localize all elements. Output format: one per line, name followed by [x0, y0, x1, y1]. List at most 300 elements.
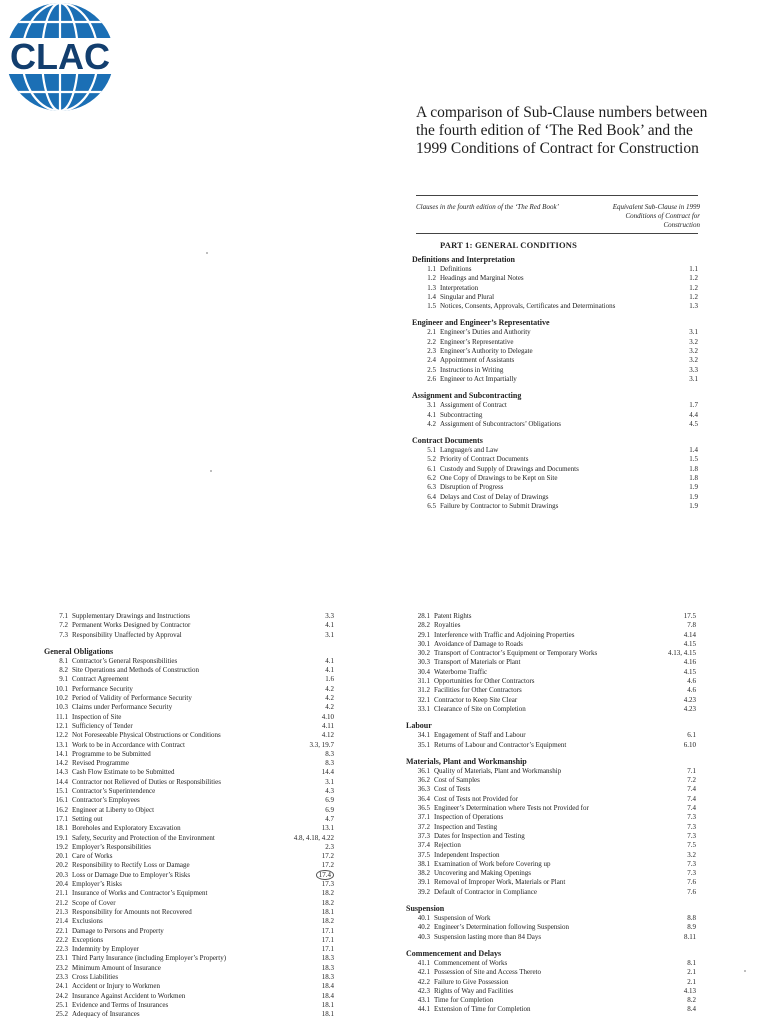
clause-row: [412, 446, 698, 455]
equivalent-subclause: [683, 996, 696, 1005]
subclause-value: 3.3: [325, 612, 334, 620]
clause-column-right: [406, 612, 696, 1015]
subclause-value: 1.8: [689, 464, 698, 473]
equivalent-subclause: [683, 888, 696, 897]
clause-row: [44, 982, 334, 991]
clause-row: [406, 640, 696, 649]
clause-title: Dates for Inspection and Testing: [434, 831, 525, 840]
subclause-value: 3.2: [687, 850, 696, 859]
clause-title: Failure by Contractor to Submit Drawings: [440, 501, 559, 510]
clause-number: 40.2: [417, 923, 430, 932]
clause-title: Inspection and Testing: [434, 822, 498, 831]
clause-number: 29.1: [417, 630, 430, 639]
equivalent-subclause: [683, 968, 696, 977]
clause-number: 20.2: [55, 861, 68, 870]
clause-number: 42.3: [417, 986, 430, 995]
clause-title: Engineer to Act Impartially: [440, 374, 517, 383]
equivalent-subclause: [685, 474, 698, 483]
clause-number: 36.5: [417, 804, 430, 813]
clause-number: 18.1: [55, 824, 68, 833]
equivalent-subclause: [685, 347, 698, 356]
clause-title: Transport of Materials or Plant: [434, 658, 521, 667]
clause-row: [44, 778, 334, 787]
clause-number: 19.1: [55, 833, 68, 842]
equivalent-subclause: [318, 1001, 334, 1010]
equivalent-subclause: [685, 483, 698, 492]
clause-title: Boreholes and Exploratory Excavation: [72, 824, 181, 833]
clause-row: [44, 861, 334, 870]
subclause-value: 3.2: [689, 356, 698, 365]
clause-title: Loss or Damage Due to Employer’s Risks: [72, 870, 191, 879]
clause-number: 7.2: [59, 621, 68, 630]
clause-row: [44, 834, 334, 843]
subclause-value: 4.23: [683, 695, 696, 704]
equivalent-subclause: [321, 703, 334, 712]
subclause-value: 7.8: [687, 621, 696, 630]
subclause-value: 17.2: [321, 861, 334, 870]
equivalent-subclause: [321, 787, 334, 796]
clause-title: Contractor’s Employees: [72, 796, 140, 805]
subclause-value: 8.8: [687, 914, 696, 923]
equivalent-subclause: [318, 992, 334, 1001]
clause-title: Royalties: [434, 621, 461, 630]
clause-row: [44, 815, 334, 824]
clause-title: Interference with Traffic and Adjoining Properties: [434, 630, 575, 639]
equivalent-subclause: [321, 657, 334, 666]
equivalent-subclause: [321, 815, 334, 824]
equivalent-subclause: [685, 465, 698, 474]
clause-number: 14.2: [55, 759, 68, 768]
clause-number: 7.3: [59, 630, 68, 639]
clause-title: Cost of Tests not Provided for: [434, 794, 518, 803]
clause-row: [44, 787, 334, 796]
clause-number: 1.3: [427, 283, 436, 292]
clause-row: [412, 411, 698, 420]
equivalent-subclause: [680, 933, 696, 942]
clause-number: 41.1: [417, 958, 430, 967]
clause-number: 1.2: [427, 274, 436, 283]
clause-title: Cost of Tests: [434, 785, 471, 794]
clause-title: Removal of Improper Work, Materials or Plant: [434, 878, 566, 887]
clause-number: 37.2: [417, 822, 430, 831]
clause-number: 6.1: [427, 464, 436, 473]
clause-row: [44, 917, 334, 926]
subclause-value: 4.8, 4.18, 4.22: [293, 833, 334, 842]
clause-title: Not Foreseeable Physical Obstructions or Conditions: [72, 731, 221, 740]
equivalent-subclause: [318, 731, 334, 740]
equivalent-subclause: [685, 455, 698, 464]
scan-speck: [210, 470, 212, 472]
clause-row: [44, 750, 334, 759]
subclause-value: 4.6: [687, 677, 696, 686]
subclause-value: 6.9: [325, 796, 334, 805]
clause-row: [44, 1010, 334, 1019]
clause-row: [406, 914, 696, 923]
equivalent-subclause: [312, 871, 334, 880]
clause-title: Engineer’s Representative: [440, 337, 514, 346]
clause-number: 20.4: [55, 880, 68, 889]
clause-row: [406, 996, 696, 1005]
subclause-value: 4.2: [325, 684, 334, 693]
equivalent-subclause: [680, 631, 696, 640]
clause-row: [406, 731, 696, 740]
subclause-value: 18.1: [321, 1000, 334, 1009]
equivalent-subclause: [318, 722, 334, 731]
clause-number: 22.3: [55, 945, 68, 954]
equivalent-subclause: [318, 982, 334, 991]
clause-number: 34.1: [417, 731, 430, 740]
equivalent-subclause: [680, 668, 696, 677]
clause-row: [44, 852, 334, 861]
clause-row: [44, 964, 334, 973]
clause-title: Minimum Amount of Insurance: [72, 963, 161, 972]
subclause-value: 8.3: [325, 749, 334, 758]
subclause-value: 17.3: [321, 880, 334, 889]
clause-row: [44, 694, 334, 703]
equivalent-subclause: [680, 987, 696, 996]
clause-row: [406, 987, 696, 996]
subclause-value: 7.4: [687, 794, 696, 803]
subclause-value: 18.1: [321, 907, 334, 916]
subclause-value: 17.2: [321, 852, 334, 861]
section-heading: Commencement and Delays: [406, 948, 502, 958]
clause-title: Cost of Samples: [434, 776, 480, 785]
clause-row: [44, 675, 334, 684]
clause-title: Extension of Time for Completion: [434, 1005, 531, 1014]
equivalent-subclause: [318, 954, 334, 963]
equivalent-subclause: [683, 767, 696, 776]
clause-row: [406, 832, 696, 841]
equivalent-subclause: [321, 778, 334, 787]
subclause-value: 1.4: [689, 446, 698, 455]
equivalent-subclause: [685, 366, 698, 375]
clause-row: [412, 347, 698, 356]
subclause-value: 6.9: [325, 805, 334, 814]
clause-row: [412, 274, 698, 283]
clause-number: 19.2: [55, 842, 68, 851]
clause-title: Waterborne Traffic: [434, 667, 488, 676]
equivalent-subclause: [683, 686, 696, 695]
clause-number: 7.1: [59, 612, 68, 620]
clause-title: Uncovering and Making Openings: [434, 869, 532, 878]
subclause-value: 4.1: [325, 621, 334, 630]
subclause-value: 8.3: [325, 759, 334, 768]
clause-row: [44, 731, 334, 740]
clause-row: [406, 1005, 696, 1014]
clause-row: [44, 824, 334, 833]
clause-row: [406, 978, 696, 987]
subclause-value: 4.23: [683, 704, 696, 713]
clause-title: Responsibility to Rectify Loss or Damage: [72, 861, 190, 870]
subclause-value: 4.1: [325, 666, 334, 675]
section-heading: Engineer and Engineer’s Representative: [412, 318, 550, 328]
subclause-value: 3.1: [325, 777, 334, 786]
clause-number: 23.1: [55, 954, 68, 963]
subclause-value: 4.7: [325, 814, 334, 823]
subclause-value: 1.2: [689, 283, 698, 292]
equivalent-subclause: [683, 785, 696, 794]
equivalent-subclause: [683, 731, 696, 740]
clause-number: 16.2: [55, 805, 68, 814]
clause-row: [44, 768, 334, 777]
subclause-value: 2.1: [687, 968, 696, 977]
clause-number: 13.1: [55, 740, 68, 749]
clause-row: [44, 1001, 334, 1010]
subclause-value: 17.1: [321, 935, 334, 944]
clause-row: [44, 992, 334, 1001]
clause-row: [412, 302, 698, 311]
equivalent-subclause: [683, 978, 696, 987]
clause-row: [406, 612, 696, 621]
equivalent-subclause: [683, 959, 696, 968]
clause-number: 36.1: [417, 766, 430, 775]
clause-title: Setting out: [72, 814, 103, 823]
clause-title: Employer’s Responsibilities: [72, 842, 152, 851]
subclause-value: 4.3: [325, 787, 334, 796]
clause-row: [406, 933, 696, 942]
logo-text: CLAC: [10, 36, 110, 77]
equivalent-subclause: [683, 869, 696, 878]
clause-number: 15.1: [55, 787, 68, 796]
equivalent-subclause: [683, 841, 696, 850]
subclause-value: 7.5: [687, 841, 696, 850]
clause-number: 37.3: [417, 831, 430, 840]
clause-row: [44, 759, 334, 768]
clause-title: One Copy of Drawings to be Kept on Site: [440, 474, 558, 483]
clause-title: Default of Contractor in Compliance: [434, 887, 538, 896]
clause-number: 28.2: [417, 621, 430, 630]
equivalent-subclause: [685, 302, 698, 311]
clause-title: Sufficiency of Tender: [72, 721, 133, 730]
equivalent-subclause: [685, 375, 698, 384]
subclause-value: 1.9: [689, 501, 698, 510]
equivalent-subclause: [685, 328, 698, 337]
clause-row: [412, 502, 698, 511]
clause-number: 21.1: [55, 889, 68, 898]
scan-speck: [744, 970, 746, 972]
equivalent-subclause: [680, 658, 696, 667]
equivalent-subclause: [318, 880, 334, 889]
clause-title: Employer’s Risks: [72, 880, 122, 889]
clause-number: 4.2: [427, 419, 436, 428]
clause-number: 1.1: [427, 265, 436, 273]
clause-row: [44, 954, 334, 963]
clause-number: 32.1: [417, 695, 430, 704]
subclause-value: 13.1: [321, 824, 334, 833]
section-heading: Definitions and Interpretation: [412, 255, 515, 264]
subclause-value: 17.1: [321, 945, 334, 954]
clause-title: Insurance Against Accident to Workmen: [72, 991, 186, 1000]
subclause-value: 7.6: [687, 887, 696, 896]
clause-row: [412, 284, 698, 293]
equivalent-subclause: [685, 274, 698, 283]
section-heading: Suspension: [406, 904, 445, 914]
equivalent-subclause: [685, 502, 698, 511]
clause-number: 38.1: [417, 859, 430, 868]
equivalent-subclause: [306, 741, 335, 750]
equivalent-subclause: [321, 675, 334, 684]
equivalent-subclause: [683, 823, 696, 832]
equivalent-subclause: [321, 631, 334, 640]
clause-number: 1.5: [427, 302, 436, 311]
clause-title: Engineer’s Authority to Delegate: [440, 347, 533, 356]
clause-title: Priority of Contract Documents: [440, 455, 529, 464]
clause-number: 36.4: [417, 794, 430, 803]
clause-number: 30.3: [417, 658, 430, 667]
section-heading: Materials, Plant and Workmanship: [406, 756, 527, 766]
clause-row: [44, 703, 334, 712]
subclause-value: 4.15: [683, 639, 696, 648]
subclause-value: 3.1: [689, 328, 698, 337]
equivalent-subclause: [680, 741, 696, 750]
clause-title: Headings and Marginal Notes: [440, 274, 524, 283]
clause-title: Rights of Way and Facilities: [434, 986, 514, 995]
subclause-value: 6.10: [683, 740, 696, 749]
clause-row: [44, 936, 334, 945]
clause-column-left: [44, 612, 334, 1019]
subclause-value: 4.4: [689, 410, 698, 419]
clause-row: [406, 621, 696, 630]
equivalent-subclause: [321, 685, 334, 694]
equivalent-subclause: [685, 401, 698, 410]
clause-number: 8.1: [59, 656, 68, 665]
clause-row: [406, 795, 696, 804]
equivalent-subclause: [683, 923, 696, 932]
clause-title: Language/s and Law: [440, 446, 499, 455]
subclause-value: 1.9: [689, 483, 698, 492]
equivalent-subclause: [321, 806, 334, 815]
clause-row: [412, 493, 698, 502]
subclause-value: 4.14: [683, 630, 696, 639]
subclause-value: 18.1: [321, 1010, 334, 1019]
clause-title: Suspension of Work: [434, 914, 491, 923]
clause-number: 31.2: [417, 686, 430, 695]
clause-number: 40.3: [417, 932, 430, 941]
clause-row: [406, 968, 696, 977]
subclause-value: 3.2: [689, 347, 698, 356]
clause-number: 36.3: [417, 785, 430, 794]
scan-speck: [206, 252, 208, 254]
clause-number: 12.2: [55, 731, 68, 740]
subclause-value: 18.3: [321, 954, 334, 963]
clause-number: 6.2: [427, 474, 436, 483]
clause-number: 33.1: [417, 704, 430, 713]
subclause-value: 4.2: [325, 703, 334, 712]
clause-title: Failure to Give Possession: [434, 977, 509, 986]
clause-title: Care of Works: [72, 852, 113, 861]
section-heading: Contract Documents: [412, 436, 483, 446]
clause-title: Singular and Plural: [440, 292, 495, 301]
clause-row: [406, 878, 696, 887]
clause-title: Engineer’s Determination following Suspension: [434, 923, 569, 932]
clause-row: [406, 649, 696, 658]
clause-number: 36.2: [417, 776, 430, 785]
subclause-value: 7.3: [687, 859, 696, 868]
clause-title: Rejection: [434, 841, 461, 850]
clause-title: Claims under Performance Security: [72, 703, 173, 712]
clause-row: [412, 375, 698, 384]
clause-title: Clearance of Site on Completion: [434, 704, 526, 713]
document-title: A comparison of Sub-Clause numbers between the fourth edition of ‘The Red Book’ and the 1999 Conditions of Contract for Construction: [416, 104, 708, 157]
subclause-value: 4.15: [683, 667, 696, 676]
clause-number: 38.2: [417, 869, 430, 878]
clause-title: Evidence and Terms of Insurances: [72, 1000, 169, 1009]
clause-title: Engineer’s Duties and Authority: [440, 328, 531, 337]
clause-title: Appointment of Assistants: [440, 356, 515, 365]
clause-title: Time for Completion: [434, 996, 494, 1005]
clause-number: 37.1: [417, 813, 430, 822]
subclause-value: 3.1: [325, 630, 334, 639]
clause-row: [406, 696, 696, 705]
clause-row: [44, 945, 334, 954]
clause-number: 44.1: [417, 1005, 430, 1014]
subclause-value: 1.7: [689, 401, 698, 410]
equivalent-subclause: [318, 927, 334, 936]
clause-number: 5.2: [427, 455, 436, 464]
clause-number: 2.1: [427, 328, 436, 337]
section-heading: Labour: [406, 721, 432, 731]
equivalent-subclause: [321, 666, 334, 675]
equivalent-subclause: [683, 795, 696, 804]
clause-row: [406, 823, 696, 832]
clause-row: [406, 767, 696, 776]
equivalent-subclause: [683, 1005, 696, 1014]
clause-row: [44, 657, 334, 666]
clause-number: 14.4: [55, 777, 68, 786]
subclause-value: 4.13, 4.15: [668, 649, 696, 658]
clause-title: Contractor’s General Responsibilities: [72, 656, 178, 665]
subclause-value: 1.1: [689, 265, 698, 273]
clause-title: Contractor not Relieved of Duties or Responsibilities: [72, 777, 221, 786]
clause-title: Transport of Contractor’s Equipment or Temporary Works: [434, 649, 598, 658]
clause-title: Exclusions: [72, 917, 103, 926]
subclause-value: 7.2: [687, 776, 696, 785]
equivalent-subclause: [685, 293, 698, 302]
equivalent-subclause: [318, 936, 334, 945]
clause-title: Contractor to Keep Site Clear: [434, 695, 518, 704]
subclause-value: 18.3: [321, 963, 334, 972]
part-heading: PART 1: GENERAL CONDITIONS: [440, 240, 578, 250]
subclause-value: 3.3, 19.7: [309, 740, 334, 749]
equivalent-subclause: [318, 713, 334, 722]
equivalent-subclause: [685, 338, 698, 347]
clause-number: 16.1: [55, 796, 68, 805]
clause-row: [44, 631, 334, 640]
clause-row: [406, 658, 696, 667]
clause-row: [44, 843, 334, 852]
subclause-value: 7.4: [687, 785, 696, 794]
clause-title: Commencement of Works: [434, 958, 508, 967]
subclause-value: 18.3: [321, 972, 334, 981]
circled-subclause: 17.4: [316, 870, 334, 880]
clause-number: 30.1: [417, 639, 430, 648]
equivalent-subclause: [683, 621, 696, 630]
equivalent-subclause: [321, 750, 334, 759]
equivalent-subclause: [318, 824, 334, 833]
clause-title: Period of Validity of Performance Security: [72, 694, 192, 703]
equivalent-subclause: [321, 843, 334, 852]
subclause-value: 3.2: [689, 337, 698, 346]
clause-title: Permanent Works Designed by Contractor: [72, 621, 191, 630]
clac-logo: [0, 0, 120, 115]
equivalent-subclause: [683, 804, 696, 813]
clause-number: 17.1: [55, 814, 68, 823]
equivalent-subclause: [683, 914, 696, 923]
clause-title: Notices, Consents, Approvals, Certificates and Determinations: [440, 302, 616, 311]
clause-row: [44, 666, 334, 675]
equivalent-subclause: [321, 621, 334, 630]
equivalent-subclause: [318, 945, 334, 954]
